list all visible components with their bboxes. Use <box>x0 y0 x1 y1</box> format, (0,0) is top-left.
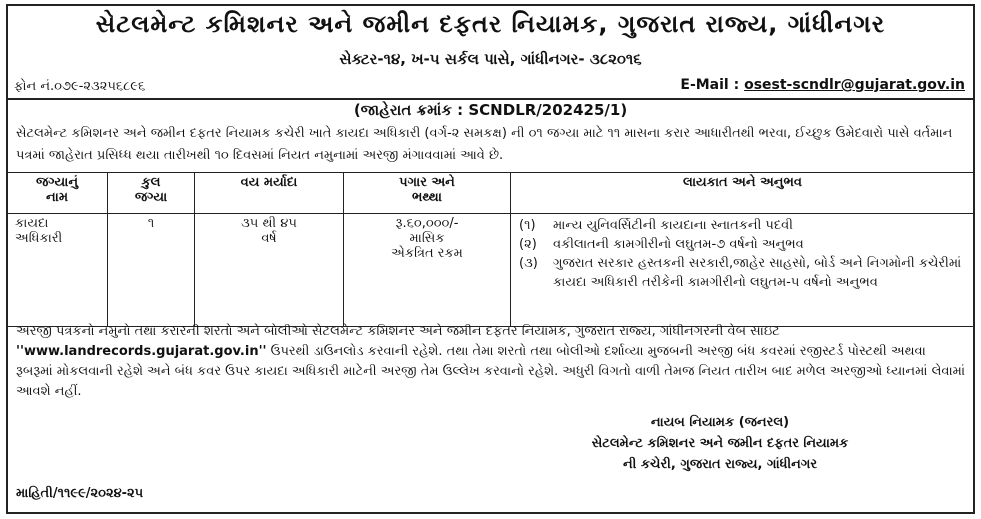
header-qualification: લાયકાત અને અનુભવ <box>511 173 975 214</box>
signature-block <box>560 412 880 475</box>
qualification-text: વકીલાતની કામગીરીનો લઘુતમ-૭ વર્ષનો અનુભવ <box>553 237 804 252</box>
table-header-row <box>7 173 975 214</box>
header-count-line2: જગ્યા <box>134 190 168 205</box>
qualification-number: (૧) <box>519 218 536 233</box>
signatory-office: સેટલમેન્ટ કમિશનર અને જમીન દફતર નિયામક <box>591 436 849 451</box>
instructions-part1: અરજી પત્રકનો નમુનો તથા કરારની શરતો અને બોલીઓ સેટલમેન્ટ કમિશનર અને જમીન દફતર નિયામક, ગુજરાત રાજ્ય, ગાંધીનગરની વેબ સાઇટ <box>16 324 780 339</box>
header-post-line1: જગ્યાનું <box>35 175 79 190</box>
pay-line2: માસિક <box>409 231 445 246</box>
header-count <box>108 173 195 214</box>
qualification-item <box>519 216 966 235</box>
header-post <box>7 173 108 214</box>
divider <box>6 98 975 100</box>
email-line <box>680 77 965 93</box>
email-link[interactable]: osest-scndlr@gujarat.gov.in <box>744 77 965 93</box>
pay-line3: એકત્રિત રકમ <box>391 246 463 261</box>
post-line1: કાયદા <box>15 216 49 231</box>
cell-pay <box>344 214 511 327</box>
cell-count: ૧ <box>108 214 195 327</box>
qualification-number: (૩) <box>519 256 538 271</box>
instructions-part2: ઉપરથી ડાઉનલોડ કરવાની રહેશે. તથા તેમા શરતો તથા બોલીઓ દર્શાવ્યા મુજબની અરજી બંધ કવરમાં રજીસ્ટર્ડ પોસ્ટથી અથવા રૂબરૂમાં મોકલવાની રહેશે અને બંધ કવર ઉપર કાયદા અધિકારી માટેની અરજી તેમ ઉલ્લેખ કરવાનો રહેશે. અધુરી વિગતો વાળી તેમજ નિયત તારીખ બાદ મળેલ અરજીઓ ધ્યાનમાં લેવામાં આવશે નહીં. <box>16 344 966 399</box>
age-line2: વર્ષ <box>261 231 277 246</box>
reference-number: માહિતી/૧૧૯૯/૨૦૨૪-૨૫ <box>16 486 144 501</box>
cell-age <box>195 214 344 327</box>
advertisement-number: (જાહેરાત ક્રમાંક : SCNDLR/202425/1) <box>353 101 628 119</box>
website-link[interactable]: ''www.landrecords.gujarat.gov.in'' <box>16 344 267 359</box>
header-pay <box>344 173 511 214</box>
header-pay-line1: પગાર અને <box>399 175 455 190</box>
instructions-paragraph <box>16 322 966 402</box>
post-line2: અધિકારી <box>15 231 63 246</box>
signatory-designation: નાયબ નિયામક (જનરલ) <box>650 415 790 430</box>
email-label: E-Mail : <box>680 77 745 93</box>
office-title: સેટલમેન્ટ કમિશનર અને જમીન દફતર નિયામક, ગુજરાત રાજ્ય, ગાંધીનગર <box>95 10 886 38</box>
signatory-location: ની કચેરી, ગુજરાત રાજ્ય, ગાંધીનગર <box>622 457 818 472</box>
header-count-line1: કુલ <box>141 175 161 190</box>
qualification-number: (૨) <box>519 237 537 252</box>
header-post-line2: નામ <box>45 190 69 205</box>
age-line1: ૩૫ થી ૪૫ <box>241 216 297 231</box>
cell-qualification <box>511 214 975 327</box>
pay-line1: રૂ.૬૦,૦૦૦/- <box>395 216 459 231</box>
table-row <box>7 214 975 327</box>
office-address: સેક્ટર-૧૪, ખ-૫ સર્કલ પાસે, ગાંધીનગર- ૩૮૨૦૧૬ <box>339 50 642 68</box>
advertisement-intro: સેટલમેન્ટ કમિશનર અને જમીન દફતર નિયામક કચેરી ખાતે કાયદા અધિકારી (વર્ગ-૨ સમકક્ષ) ની ૦૧ જગ્યા માટે ૧૧ માસના કરાર આધારીતથી ભરવા, ઈચ્છુક ઉમેદવારો પાસે વર્તમાન પત્રમાં જાહેરાત પ્રસિધ્ધ થયા તારીખથી ૧૦ દિવસમાં નિયત નમુનામાં અરજી મંગાવવામાં આવે છે. <box>16 126 953 163</box>
header-pay-line2: ભથ્થા <box>412 190 442 205</box>
qualification-item <box>519 254 966 292</box>
qualification-text: ગુજરાત સરકાર હસ્તકની સરકારી,જાહેર સાહસો, બોર્ડ અને નિગમોની કચેરીમાં કાયદા અધિકારી તરીકેની કામગીરીનો લઘુતમ-૫ વર્ષનો અનુભવ <box>553 256 962 290</box>
qualification-item <box>519 235 966 254</box>
phone-number: ફોન નં.૦૭૯-૨૩૨૫૬૮૯૬ <box>14 79 146 94</box>
header-age: વય મર્યાદા <box>195 173 344 214</box>
cell-post <box>7 214 108 327</box>
vacancy-table <box>6 172 975 327</box>
qualification-text: માન્ય યુનિવર્સિટીની કાયદાના સ્નાતકની પદવી <box>553 218 793 233</box>
